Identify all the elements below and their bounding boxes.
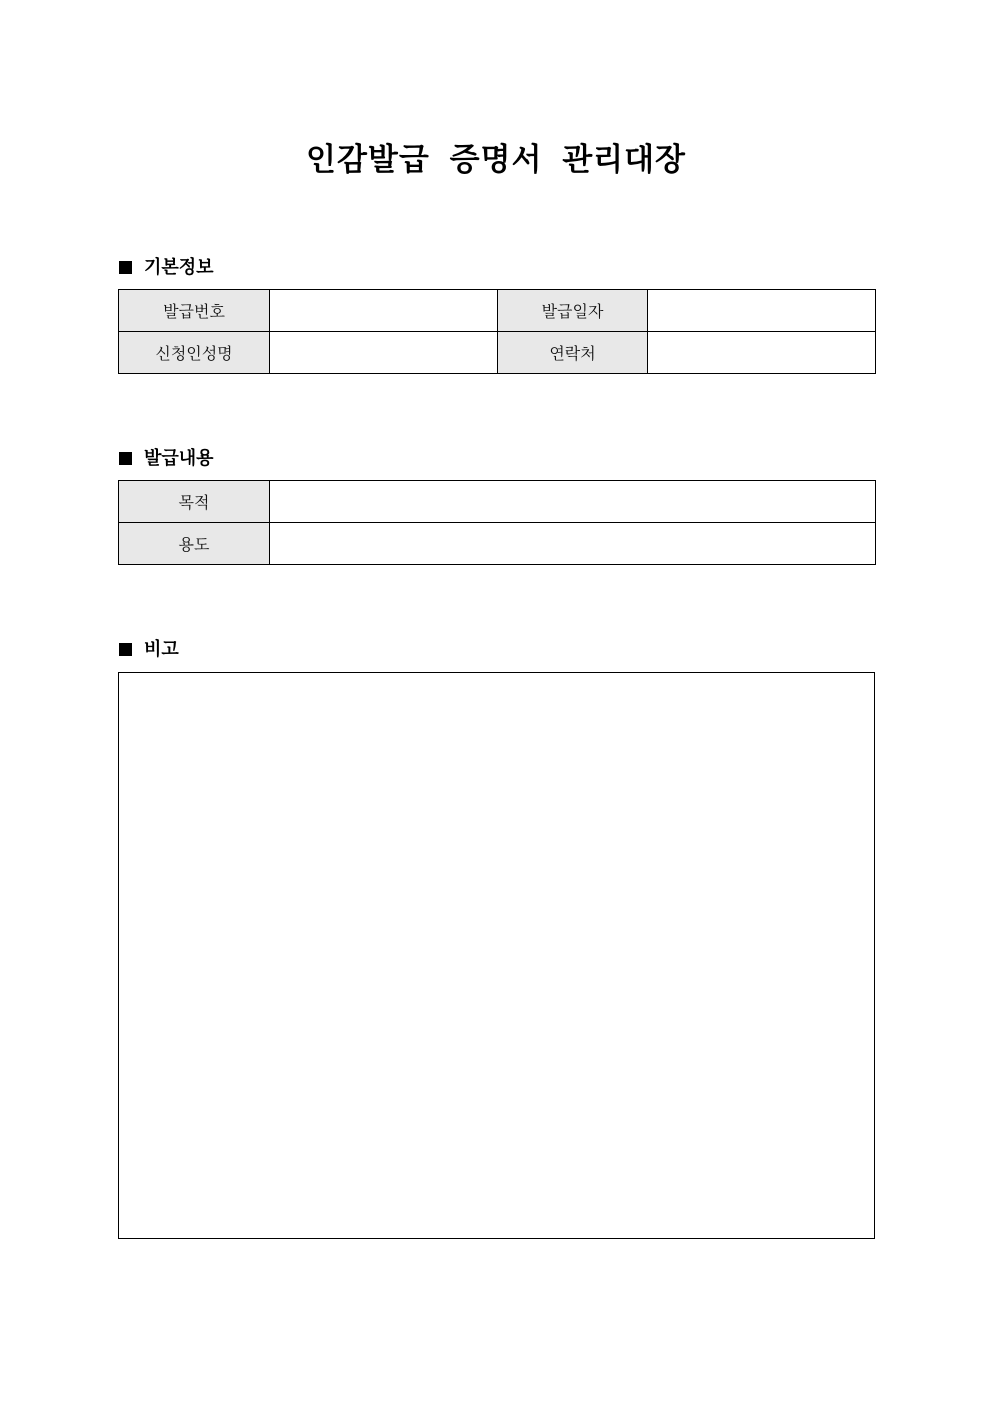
section-heading-remarks <box>119 635 179 661</box>
section-heading-issue-details <box>119 444 214 470</box>
label-contact: 연락처 <box>498 332 648 374</box>
label-issue-number: 발급번호 <box>119 290 270 332</box>
issue-details-table <box>118 480 876 565</box>
square-bullet-icon <box>119 643 132 656</box>
section-heading-label: 기본정보 <box>144 257 214 278</box>
remarks-field[interactable] <box>118 672 875 1239</box>
field-issue-number[interactable] <box>270 290 498 332</box>
table-row <box>119 332 876 374</box>
label-purpose: 목적 <box>119 481 270 523</box>
field-usage[interactable] <box>270 523 876 565</box>
square-bullet-icon <box>119 452 132 465</box>
label-usage: 용도 <box>119 523 270 565</box>
section-heading-label: 비고 <box>144 639 179 660</box>
field-contact[interactable] <box>648 332 876 374</box>
label-applicant-name: 신청인성명 <box>119 332 270 374</box>
table-row <box>119 523 876 565</box>
field-issue-date[interactable] <box>648 290 876 332</box>
section-heading-basic-info <box>119 253 214 279</box>
table-row <box>119 290 876 332</box>
section-heading-label: 발급내용 <box>144 448 214 469</box>
basic-info-table <box>118 289 876 374</box>
field-purpose[interactable] <box>270 481 876 523</box>
field-applicant-name[interactable] <box>270 332 498 374</box>
table-row <box>119 481 876 523</box>
square-bullet-icon <box>119 261 132 274</box>
page-title: 인감발급 증명서 관리대장 <box>306 142 686 178</box>
label-issue-date: 발급일자 <box>498 290 648 332</box>
